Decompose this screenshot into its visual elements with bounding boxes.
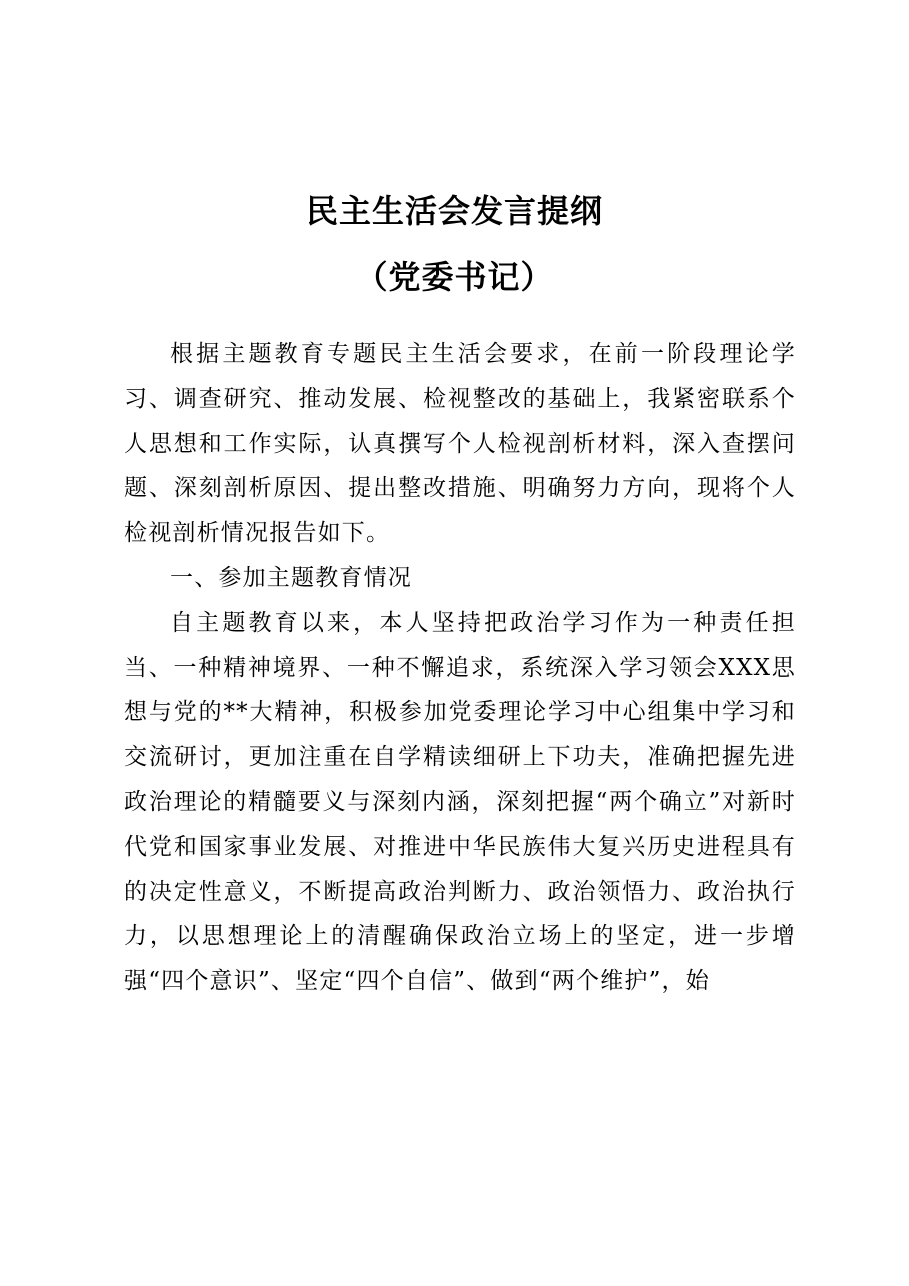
document-body bbox=[124, 332, 796, 1004]
section-paragraph: 自主题教育以来，本人坚持把政治学习作为一种责任担当、一种精神境界、一种不懈追求，系统深入学习领会XXX思想与党的**大精神，积极参加党委理论学习中心组集中学习和交流研讨，更加注重在自学精读细研上下功夫，准确把握先进政治理论的精髓要义与深刻内涵，深刻把握“两个确立”对新时代党和国家事业发展、对推进中华民族伟大复兴历史进程具有的决定性意义，不断提高政治判断力、政治领悟力、政治执行力，以思想理论上的清醒确保政治立场上的坚定，进一步增强“四个意识”、坚定“四个自信”、做到“两个维护”，始 bbox=[124, 609, 796, 995]
intro-paragraph: 根据主题教育专题民主生活会要求，在前一阶段理论学习、调查研究、推动发展、检视整改的基础上，我紧密联系个人思想和工作实际，认真撰写个人检视剖析材料，深入查摆问题、深刻剖析原因、提出整改措施、明确努力方向，现将个人检视剖析情况报告如下。 bbox=[124, 341, 796, 547]
section-heading: 一、参加主题教育情况 bbox=[170, 564, 412, 591]
document-title: 民主生活会发言提纲 bbox=[305, 192, 603, 230]
document-subtitle: （党委书记） bbox=[355, 258, 554, 296]
